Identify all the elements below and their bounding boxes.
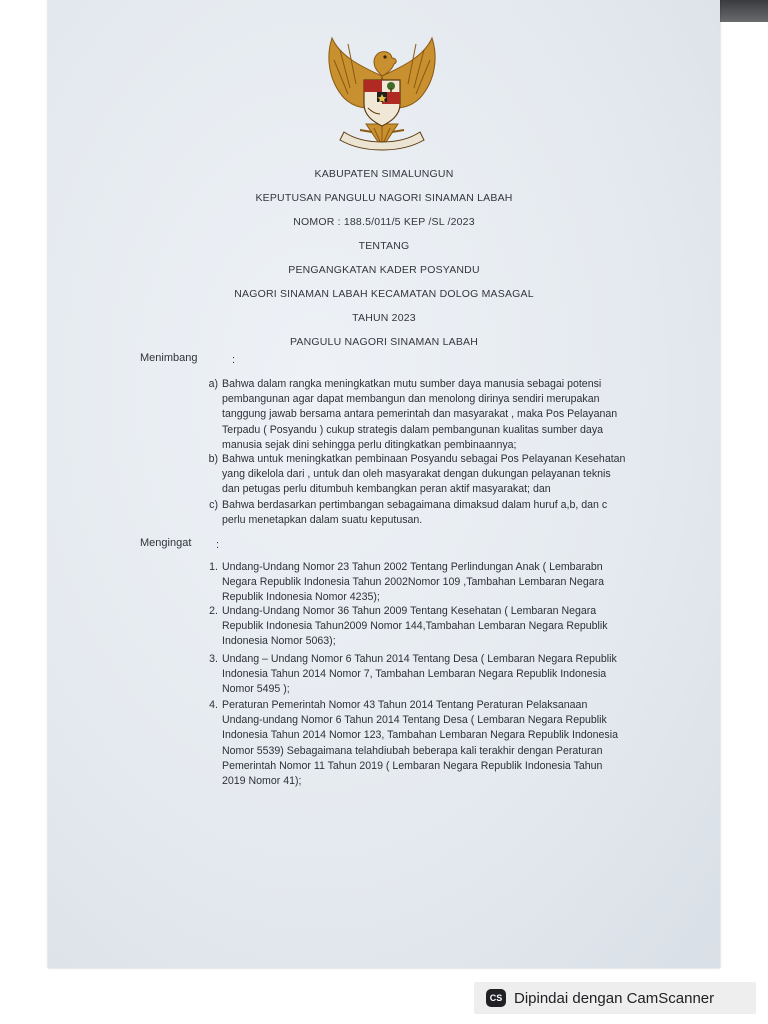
- camscanner-badge: [474, 982, 756, 1014]
- garuda-pancasila-emblem-icon: [320, 36, 444, 156]
- header-decree-title: KEPUTUSAN PANGULU NAGORI SINAMAN LABAH: [255, 192, 513, 204]
- section-label-mengingat: Mengingat: [140, 537, 192, 549]
- list-item-text: Bahwa berdasarkan pertimbangan sebagaimana dimaksud dalam huruf a,b, dan c perlu menetapkan dalam suatu keputusan.: [222, 499, 608, 527]
- list-marker: b): [208, 453, 218, 465]
- list-item-text: Undang-Undang Nomor 36 Tahun 2009 Tentang Kesehatan ( Lembaran Negara Republik Indonesia Tahun2009 Nomor 144,Tambahan Lembaran Negara Republik Indonesia Nomor 5063);: [222, 605, 608, 648]
- header-regency: KABUPATEN SIMALUNGUN: [314, 168, 454, 180]
- list-item-text: Undang – Undang Nomor 6 Tahun 2014 Tentang Desa ( Lembaran Negara Republik Indonesia Tahun 2014 Nomor 7, Tambahan Lembaran Negara Republik Indonesia Nomor 5495 );: [222, 653, 617, 696]
- header-subject: PENGANGKATAN KADER POSYANDU: [288, 264, 480, 276]
- camscanner-label: Dipindai dengan CamScanner: [514, 989, 715, 1007]
- header-location: NAGORI SINAMAN LABAH KECAMATAN DOLOG MASAGAL: [234, 288, 534, 300]
- list-marker: c): [209, 499, 218, 511]
- section-label-menimbang: Menimbang: [140, 352, 198, 364]
- list-marker: a): [208, 378, 218, 390]
- list-marker: 3.: [209, 653, 218, 665]
- list-item-text: Peraturan Pemerintah Nomor 43 Tahun 2014 Tentang Peraturan Pelaksanaan Undang-undang Nomor 6 Tahun 2014 Tentang Desa ( Lembaran Negara Republik Indonesia Tahun 2014 Nomor 123, Tambahan Lembaran Negara Republik Indonesia Nomor 5539) Sebagaimana telahdiubah beberapa kali terakhir dengan Peraturan Pemerintah Nomor 11 Tahun 2019 ( Lembaran Negara Republik Indonesia Tahun 2019 Nomor 41);: [222, 699, 618, 788]
- document-page: [48, 0, 720, 968]
- list-item-text: Bahwa dalam rangka meningkatkan mutu sumber daya manusia sebagai potensi pembangunan agar dapat membangun dan menolong dirinya sendiri merupakan tanggung jawab bersama antara pemerintah dan masyarakat , maka Pos Pelayanan Terpadu ( Posyandu ) cukup strategis dalam pembangunan kualitas sumber daya manusia sejak dini sehingga perlu ditingkatkan pembinaannya;: [222, 378, 618, 451]
- list-marker: 4.: [209, 699, 218, 711]
- list-marker: 2.: [209, 605, 218, 617]
- section-colon: :: [232, 354, 236, 366]
- header-signatory: PANGULU NAGORI SINAMAN LABAH: [289, 336, 479, 348]
- list-item-text: Undang-Undang Nomor 23 Tahun 2002 Tentang Perlindungan Anak ( Lembarabn Negara Republik Indonesia Tahun 2002Nomor 109 ,Tambahan Lembaran Negara Republik Indonesia Nomor 4235);: [222, 561, 605, 604]
- header-year: TAHUN 2023: [352, 312, 416, 324]
- list-item-text: Bahwa untuk meningkatkan pembinaan Posyandu sebagai Pos Pelayanan Kesehatan yang dikelola dari , untuk dan oleh masyarakat dengan dukungan pelayanan teknis dan petugas perlu ditumbuh kembangkan peran aktif masyarakat; dan: [222, 453, 626, 496]
- header-decree-number: NOMOR : 188.5/011/5 KEP /SL /2023: [293, 216, 475, 228]
- camscanner-logo-icon: CS: [486, 989, 506, 1007]
- list-marker: 1.: [209, 561, 218, 573]
- header-about: TENTANG: [358, 240, 410, 252]
- section-colon: :: [216, 539, 220, 551]
